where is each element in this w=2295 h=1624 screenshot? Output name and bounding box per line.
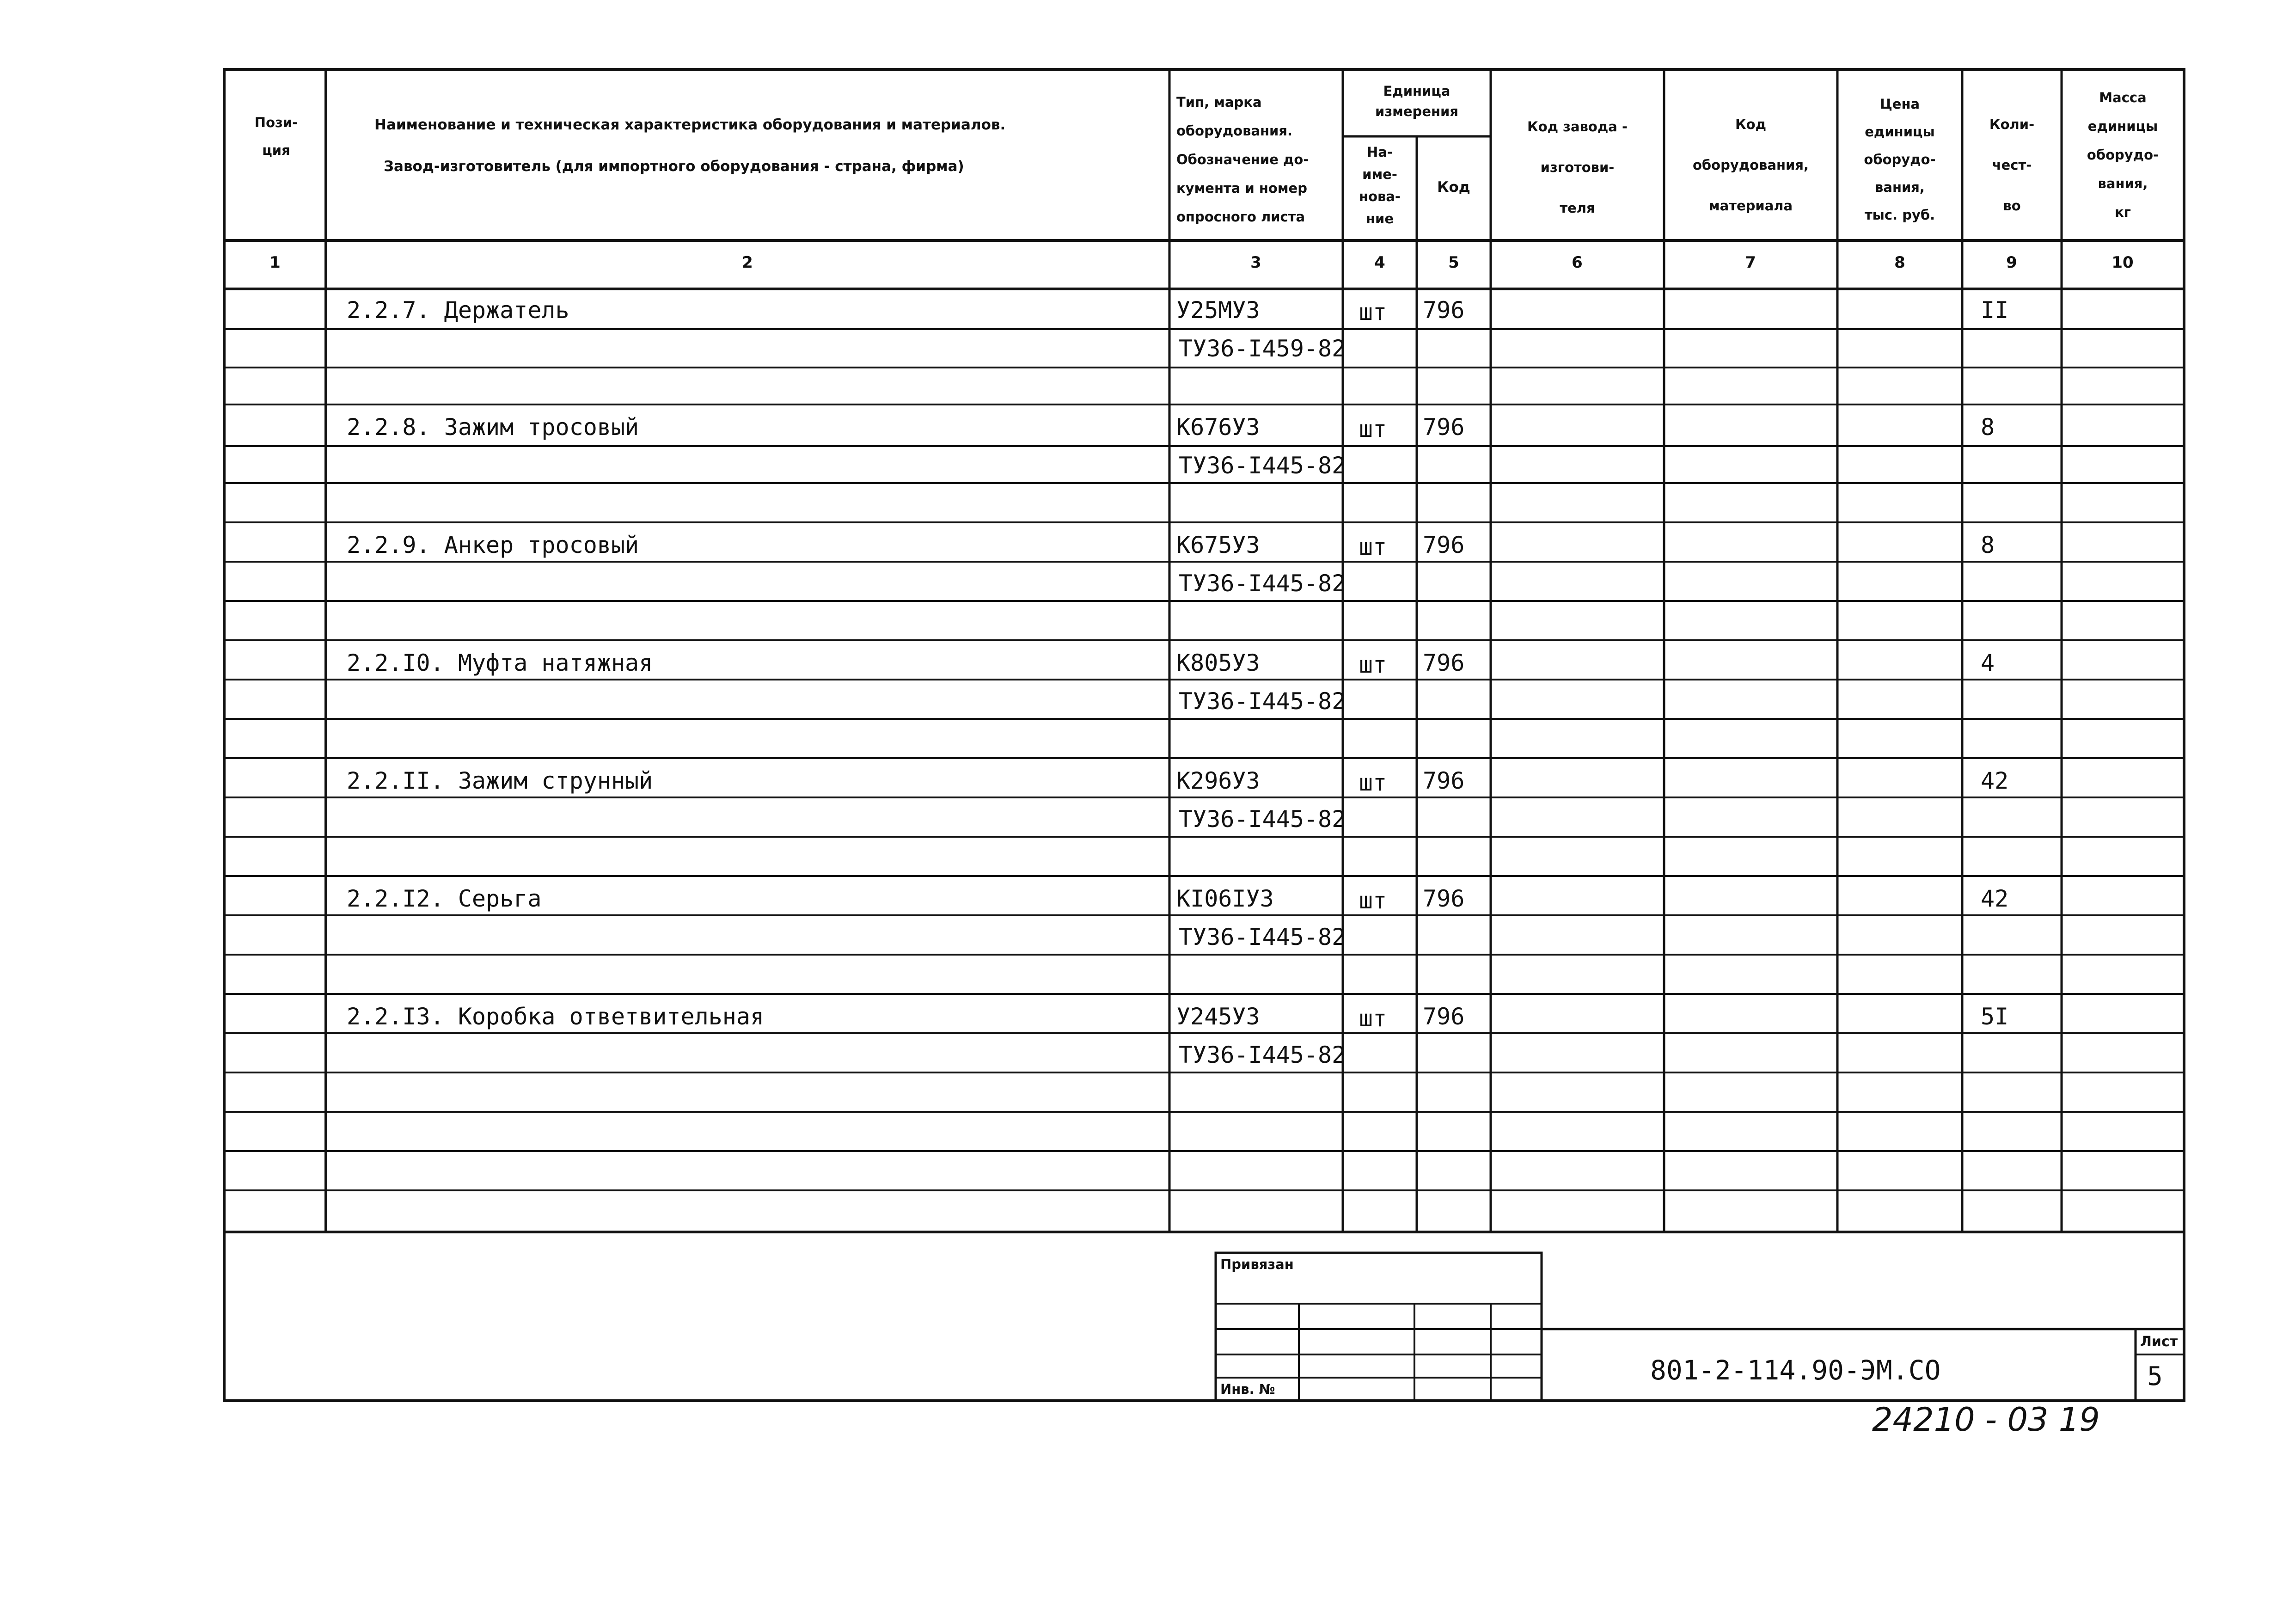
header-mass: Масса единицы оборудо- вания, кг [2087, 90, 2159, 220]
column-number-7: 7 [1745, 253, 1756, 272]
item-type: У25МУ3 [1176, 297, 1260, 324]
item-type: К296У3 [1176, 767, 1260, 794]
item-doc: ТУ36-I445-82 [1179, 924, 1346, 950]
item-name: 2.2.9. Анкер тросовый [347, 532, 639, 558]
header-equipment-code: Код оборудования, материала [1692, 116, 1809, 214]
item-unit-code: 796 [1423, 650, 1465, 676]
item-doc: ТУ36-I445-82 [1179, 570, 1346, 597]
item-unit-code: 796 [1423, 532, 1465, 558]
item-name: 2.2.II. Зажим струнный [347, 767, 653, 794]
header-factory-code: Код завода - изготови- теля [1527, 119, 1628, 216]
item-doc: ТУ36-I445-82 [1179, 452, 1346, 479]
column-number-9: 9 [2006, 253, 2017, 272]
item-type: К676У3 [1176, 414, 1260, 441]
item-doc: ТУ36-I459-82 [1179, 335, 1346, 362]
item-unit: шт [1359, 887, 1387, 914]
header-unit-group: Единица измерения [1375, 83, 1458, 119]
inv-label: Инв. № [1220, 1381, 1275, 1397]
column-number-1: 1 [269, 253, 281, 272]
item-quantity: 42 [1981, 885, 2009, 912]
header-type: Тип, марка оборудования. Обозначение до- кумента и номер опросного листа [1176, 94, 1309, 225]
item-name: 2.2.8. Зажим тросовый [347, 414, 639, 441]
item-quantity: 4 [1981, 650, 1995, 676]
item-doc: ТУ36-I445-82 [1179, 688, 1346, 715]
column-number-8: 8 [1894, 253, 1905, 272]
item-doc: ТУ36-I445-82 [1179, 1042, 1346, 1068]
header-position: Пози- ция [254, 115, 298, 158]
item-name: 2.2.7. Держатель [347, 297, 569, 324]
item-quantity: 8 [1981, 532, 1995, 558]
item-name: 2.2.I2. Серьга [347, 885, 542, 912]
item-unit-code: 796 [1423, 414, 1465, 441]
header-name-line2: Завод-изготовитель (для импортного оборудования - страна, фирма) [384, 158, 964, 175]
item-unit-code: 796 [1423, 885, 1465, 912]
item-unit: шт [1359, 416, 1387, 442]
header-unit-name: На- име- нова- ние [1359, 144, 1401, 227]
header-quantity: Коли- чест- во [1989, 116, 2035, 214]
column-number-2: 2 [742, 253, 753, 272]
item-name: 2.2.I0. Муфта натяжная [347, 650, 653, 676]
item-type: У245У3 [1176, 1003, 1260, 1030]
item-unit: шт [1359, 769, 1387, 796]
item-unit-code: 796 [1423, 767, 1465, 794]
item-quantity: II [1981, 297, 2009, 324]
column-number-4: 4 [1374, 253, 1385, 272]
item-type: К805У3 [1176, 650, 1260, 676]
header-unit-code: Код [1437, 179, 1470, 196]
item-unit-code: 796 [1423, 1003, 1465, 1030]
item-type: КI06IУ3 [1176, 885, 1274, 912]
column-number-10: 10 [2111, 253, 2134, 272]
item-quantity: 5I [1981, 1003, 2009, 1030]
item-unit-code: 796 [1423, 297, 1465, 324]
item-type: К675У3 [1176, 532, 1260, 558]
item-unit: шт [1359, 651, 1387, 678]
item-quantity: 8 [1981, 414, 1995, 441]
item-quantity: 42 [1981, 767, 2009, 794]
item-unit: шт [1359, 1005, 1387, 1032]
sheet-label: Лист [2140, 1334, 2178, 1350]
item-unit: шт [1359, 533, 1387, 560]
item-name: 2.2.I3. Коробка ответвительная [347, 1003, 765, 1030]
column-number-6: 6 [1572, 253, 1583, 272]
item-unit: шт [1359, 299, 1387, 325]
document-number: 801-2-114.90-ЭМ.СО [1650, 1354, 1941, 1386]
item-doc: ТУ36-I445-82 [1179, 806, 1346, 833]
sheet-number: 5 [2147, 1361, 2163, 1391]
bound-label: Привязан [1220, 1256, 1294, 1272]
handwritten-archive-number: 24210 - 03 19 [1872, 1401, 2100, 1439]
column-number-3: 3 [1250, 253, 1261, 272]
column-number-5: 5 [1448, 253, 1459, 272]
header-price: Цена единицы оборудо- вания, тыс. руб. [1864, 96, 1936, 223]
header-name-line1: Наименование и техническая характеристика оборудования и материалов. [374, 116, 1006, 133]
